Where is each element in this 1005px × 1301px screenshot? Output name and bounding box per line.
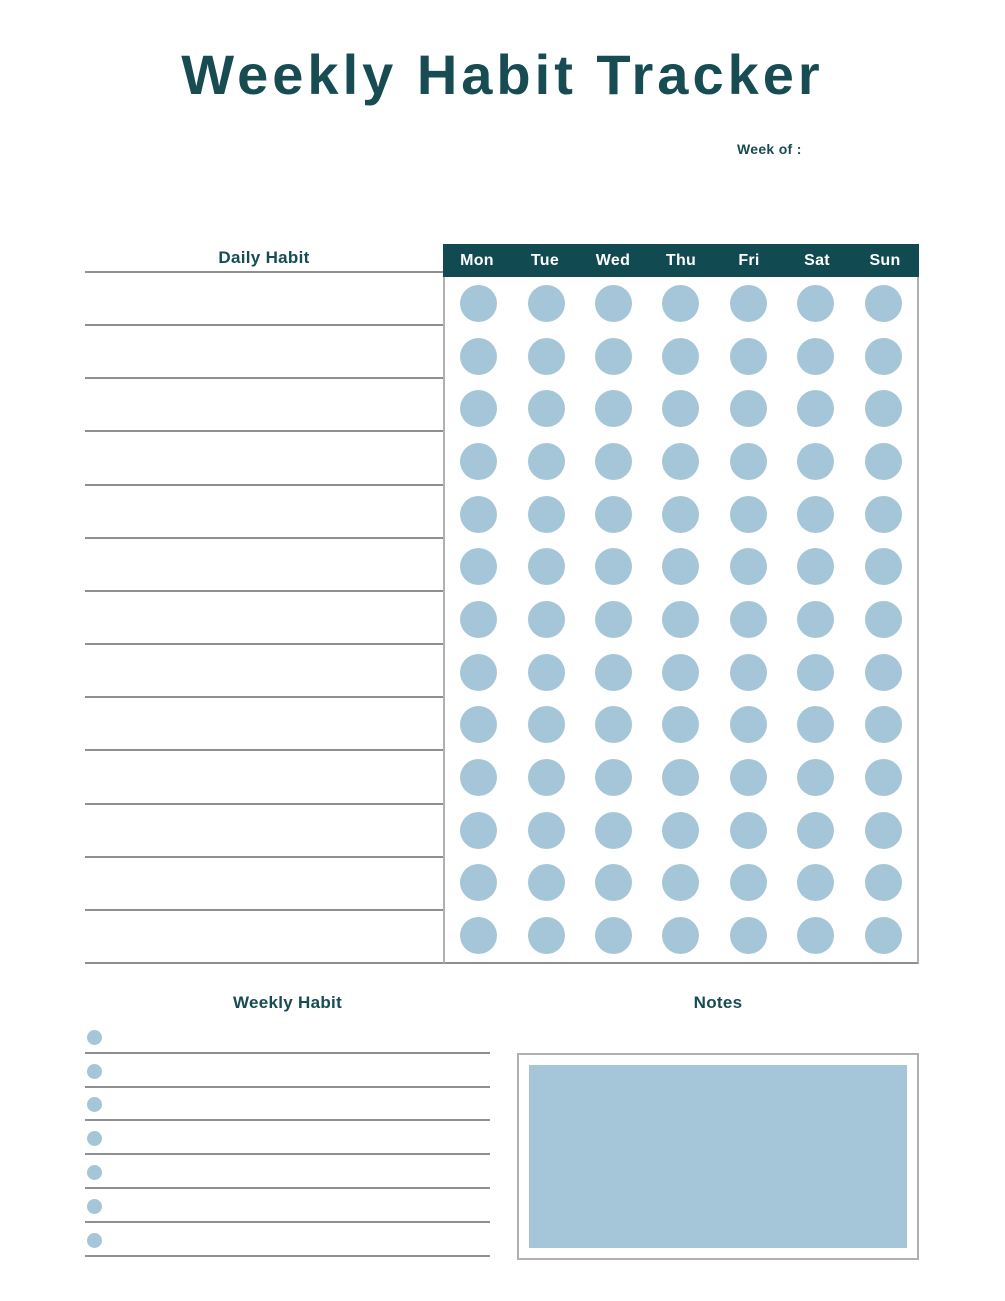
habit-dot[interactable] <box>460 601 497 638</box>
habit-dot[interactable] <box>662 443 699 480</box>
habit-dot[interactable] <box>662 548 699 585</box>
dot-cell <box>512 593 579 646</box>
habit-dot[interactable] <box>528 443 565 480</box>
dot-cell <box>647 857 714 910</box>
habit-dot-grid <box>443 277 919 964</box>
habit-dot[interactable] <box>797 338 834 375</box>
habit-name-line[interactable] <box>85 751 443 804</box>
habit-dot[interactable] <box>460 759 497 796</box>
weekly-habit-line[interactable] <box>85 1020 490 1054</box>
habit-dot[interactable] <box>730 496 767 533</box>
dot-cell <box>445 330 512 383</box>
daily-habit-table <box>85 244 919 964</box>
dot-cell <box>445 435 512 488</box>
bullet-dot-icon <box>87 1165 102 1180</box>
dot-cell <box>445 857 512 910</box>
habit-dot[interactable] <box>528 812 565 849</box>
habit-dot[interactable] <box>528 706 565 743</box>
dot-cell <box>647 751 714 804</box>
dot-cell <box>580 751 647 804</box>
habit-dot[interactable] <box>528 917 565 954</box>
day-header-tue: Tue <box>530 251 560 269</box>
page-title: Weekly Habit Tracker <box>181 43 824 106</box>
dot-cell <box>580 909 647 962</box>
dot-cell <box>715 382 782 435</box>
dot-cell <box>647 804 714 857</box>
habit-dot[interactable] <box>730 601 767 638</box>
habit-dot[interactable] <box>460 338 497 375</box>
habit-dot[interactable] <box>797 654 834 691</box>
dot-cell <box>647 540 714 593</box>
habit-dot[interactable] <box>460 496 497 533</box>
dot-cell <box>512 277 579 330</box>
habit-dot[interactable] <box>865 390 902 427</box>
weekly-habit-line[interactable] <box>85 1155 490 1189</box>
weekly-habit-line[interactable] <box>85 1054 490 1088</box>
habit-dot[interactable] <box>460 548 497 585</box>
dot-cell <box>715 593 782 646</box>
habit-name-line[interactable] <box>85 273 443 326</box>
dot-cell <box>512 699 579 752</box>
habit-dot[interactable] <box>528 548 565 585</box>
day-header-sat: Sat <box>804 251 830 269</box>
habit-dot[interactable] <box>662 338 699 375</box>
dot-cell <box>647 909 714 962</box>
habit-dot[interactable] <box>662 759 699 796</box>
habit-dot[interactable] <box>595 917 632 954</box>
habit-name-line[interactable] <box>85 592 443 645</box>
weekly-habit-line[interactable] <box>85 1088 490 1122</box>
habit-dot[interactable] <box>797 285 834 322</box>
habit-dot[interactable] <box>595 654 632 691</box>
dot-cell <box>782 382 849 435</box>
habit-dot[interactable] <box>662 285 699 322</box>
dot-cell <box>647 593 714 646</box>
habit-dot[interactable] <box>865 917 902 954</box>
dot-cell <box>850 646 917 699</box>
dot-cell <box>715 751 782 804</box>
dot-cell <box>715 435 782 488</box>
habit-dot[interactable] <box>730 285 767 322</box>
dot-cell <box>445 382 512 435</box>
habit-name-line[interactable] <box>85 326 443 379</box>
habit-dot[interactable] <box>730 390 767 427</box>
dot-cell <box>445 699 512 752</box>
dot-cell <box>782 857 849 910</box>
habit-dot[interactable] <box>797 443 834 480</box>
habit-dot[interactable] <box>730 812 767 849</box>
habit-dot[interactable] <box>662 654 699 691</box>
dot-cell <box>647 646 714 699</box>
habit-dot[interactable] <box>595 338 632 375</box>
dot-cell <box>580 646 647 699</box>
dot-cell <box>715 540 782 593</box>
dot-cell <box>715 909 782 962</box>
habit-dot[interactable] <box>528 390 565 427</box>
bullet-dot-icon <box>87 1233 102 1248</box>
habit-dot[interactable] <box>528 654 565 691</box>
dot-cell <box>445 909 512 962</box>
habit-dot[interactable] <box>865 338 902 375</box>
habit-dot[interactable] <box>730 864 767 901</box>
habit-dot[interactable] <box>460 864 497 901</box>
dot-cell <box>445 593 512 646</box>
dot-cell <box>782 751 849 804</box>
dot-cell <box>782 646 849 699</box>
weekly-habit-line[interactable] <box>85 1121 490 1155</box>
habit-dot[interactable] <box>528 285 565 322</box>
habit-dot[interactable] <box>460 812 497 849</box>
dot-cell <box>445 488 512 541</box>
dot-cell <box>850 382 917 435</box>
dot-cell <box>782 540 849 593</box>
daily-habit-column <box>85 244 443 964</box>
habit-dot[interactable] <box>865 759 902 796</box>
dot-cell <box>580 540 647 593</box>
habit-dot[interactable] <box>865 443 902 480</box>
day-header-fri: Fri <box>738 251 760 269</box>
dot-cell <box>445 277 512 330</box>
weekly-habit-list <box>85 1020 490 1257</box>
day-header-bar <box>443 244 919 277</box>
dot-cell <box>580 804 647 857</box>
week-of-label: Week of : <box>737 141 802 157</box>
habit-dot[interactable] <box>460 706 497 743</box>
habit-dot[interactable] <box>595 706 632 743</box>
dot-cell <box>850 435 917 488</box>
dot-cell <box>580 699 647 752</box>
habit-dot[interactable] <box>865 812 902 849</box>
habit-dot[interactable] <box>730 654 767 691</box>
bullet-dot-icon <box>87 1064 102 1079</box>
dot-cell <box>850 540 917 593</box>
dot-cell <box>647 277 714 330</box>
habit-dot[interactable] <box>595 390 632 427</box>
habit-dot[interactable] <box>662 390 699 427</box>
dot-cell <box>580 277 647 330</box>
dot-cell <box>850 330 917 383</box>
habit-dot[interactable] <box>865 548 902 585</box>
dot-cell <box>580 593 647 646</box>
habit-dot[interactable] <box>797 759 834 796</box>
habit-dot[interactable] <box>460 443 497 480</box>
habit-dot[interactable] <box>662 864 699 901</box>
dot-cell <box>512 909 579 962</box>
habit-dot[interactable] <box>528 338 565 375</box>
habit-dot[interactable] <box>662 706 699 743</box>
dot-cell <box>647 382 714 435</box>
weekly-habit-line[interactable] <box>85 1223 490 1257</box>
dot-cell <box>782 277 849 330</box>
dot-cell <box>445 751 512 804</box>
habit-dot[interactable] <box>662 496 699 533</box>
dot-cell <box>782 488 849 541</box>
dot-cell <box>512 540 579 593</box>
habit-dot[interactable] <box>797 390 834 427</box>
notes-title: Notes <box>693 993 743 1012</box>
dot-cell <box>647 488 714 541</box>
dot-cell <box>782 593 849 646</box>
habit-dot[interactable] <box>528 759 565 796</box>
habit-dot[interactable] <box>865 654 902 691</box>
dot-cell <box>445 804 512 857</box>
habit-dot[interactable] <box>730 548 767 585</box>
habit-dot[interactable] <box>797 601 834 638</box>
dot-cell <box>647 330 714 383</box>
habit-dot[interactable] <box>865 285 902 322</box>
day-header-thu: Thu <box>665 251 697 269</box>
dot-cell <box>512 382 579 435</box>
dot-cell <box>512 857 579 910</box>
dot-cell <box>580 435 647 488</box>
dot-cell <box>782 909 849 962</box>
weekly-habit-line[interactable] <box>85 1189 490 1223</box>
habit-dot[interactable] <box>730 917 767 954</box>
habit-dot[interactable] <box>797 496 834 533</box>
habit-dot[interactable] <box>528 496 565 533</box>
dot-cell <box>445 540 512 593</box>
habit-dot[interactable] <box>528 601 565 638</box>
habit-dot[interactable] <box>730 759 767 796</box>
habit-dot[interactable] <box>595 496 632 533</box>
habit-dot[interactable] <box>595 601 632 638</box>
habit-dot[interactable] <box>595 759 632 796</box>
dot-cell <box>850 751 917 804</box>
habit-dot[interactable] <box>528 864 565 901</box>
habit-dot[interactable] <box>662 917 699 954</box>
habit-dot[interactable] <box>865 601 902 638</box>
habit-name-line[interactable] <box>85 645 443 698</box>
habit-dot[interactable] <box>662 601 699 638</box>
habit-dot[interactable] <box>595 443 632 480</box>
notes-box <box>517 1053 919 1260</box>
bullet-dot-icon <box>87 1030 102 1045</box>
habit-dot[interactable] <box>730 443 767 480</box>
dot-cell <box>512 804 579 857</box>
dot-cell <box>850 857 917 910</box>
dot-cell <box>850 277 917 330</box>
dot-cell <box>580 488 647 541</box>
habit-dot[interactable] <box>797 548 834 585</box>
habit-dot[interactable] <box>865 496 902 533</box>
habit-dot[interactable] <box>595 285 632 322</box>
habit-dot[interactable] <box>595 864 632 901</box>
dot-cell <box>715 804 782 857</box>
habit-dot[interactable] <box>797 864 834 901</box>
bullet-dot-icon <box>87 1199 102 1214</box>
habit-dot[interactable] <box>460 917 497 954</box>
dot-cell <box>512 488 579 541</box>
dot-cell <box>715 277 782 330</box>
notes-writing-area[interactable] <box>529 1065 907 1248</box>
habit-dot[interactable] <box>730 706 767 743</box>
habit-name-line[interactable] <box>85 698 443 751</box>
dot-cell <box>647 435 714 488</box>
bullet-dot-icon <box>87 1097 102 1112</box>
dot-cell <box>782 330 849 383</box>
habit-dot[interactable] <box>797 706 834 743</box>
habit-dot[interactable] <box>730 338 767 375</box>
day-grid <box>443 244 919 964</box>
habit-dot[interactable] <box>460 390 497 427</box>
day-header-wed: Wed <box>595 251 631 269</box>
habit-dot[interactable] <box>460 285 497 322</box>
dot-cell <box>512 646 579 699</box>
dot-cell <box>850 593 917 646</box>
habit-name-line[interactable] <box>85 805 443 858</box>
habit-dot[interactable] <box>595 812 632 849</box>
dot-cell <box>850 804 917 857</box>
dot-cell <box>715 699 782 752</box>
dot-cell <box>647 699 714 752</box>
daily-habit-rows <box>85 273 443 964</box>
habit-dot[interactable] <box>865 706 902 743</box>
habit-dot[interactable] <box>662 812 699 849</box>
notes-section <box>517 993 919 1013</box>
dot-cell <box>782 804 849 857</box>
dot-cell <box>580 330 647 383</box>
dot-cell <box>580 382 647 435</box>
daily-habit-header: Daily Habit <box>85 244 443 273</box>
dot-cell <box>850 699 917 752</box>
dot-cell <box>445 646 512 699</box>
dot-cell <box>850 909 917 962</box>
habit-name-line[interactable] <box>85 379 443 432</box>
habit-dot[interactable] <box>797 812 834 849</box>
dot-cell <box>512 330 579 383</box>
habit-name-line[interactable] <box>85 911 443 964</box>
weekly-habit-section <box>85 993 490 1013</box>
weekly-habit-title: Weekly Habit <box>232 993 343 1012</box>
dot-cell <box>715 646 782 699</box>
dot-cell <box>782 435 849 488</box>
habit-name-line[interactable] <box>85 539 443 592</box>
dot-cell <box>715 488 782 541</box>
day-header-mon: Mon <box>460 251 494 269</box>
dot-cell <box>580 857 647 910</box>
habit-dot[interactable] <box>865 864 902 901</box>
dot-cell <box>512 751 579 804</box>
dot-cell <box>715 330 782 383</box>
habit-dot[interactable] <box>595 548 632 585</box>
dot-cell <box>512 435 579 488</box>
habit-name-line[interactable] <box>85 858 443 911</box>
bullet-dot-icon <box>87 1131 102 1146</box>
habit-dot[interactable] <box>797 917 834 954</box>
habit-dot[interactable] <box>460 654 497 691</box>
habit-name-line[interactable] <box>85 432 443 485</box>
day-header-sun: Sun <box>869 251 901 269</box>
dot-cell <box>850 488 917 541</box>
habit-name-line[interactable] <box>85 486 443 539</box>
dot-cell <box>715 857 782 910</box>
dot-cell <box>782 699 849 752</box>
